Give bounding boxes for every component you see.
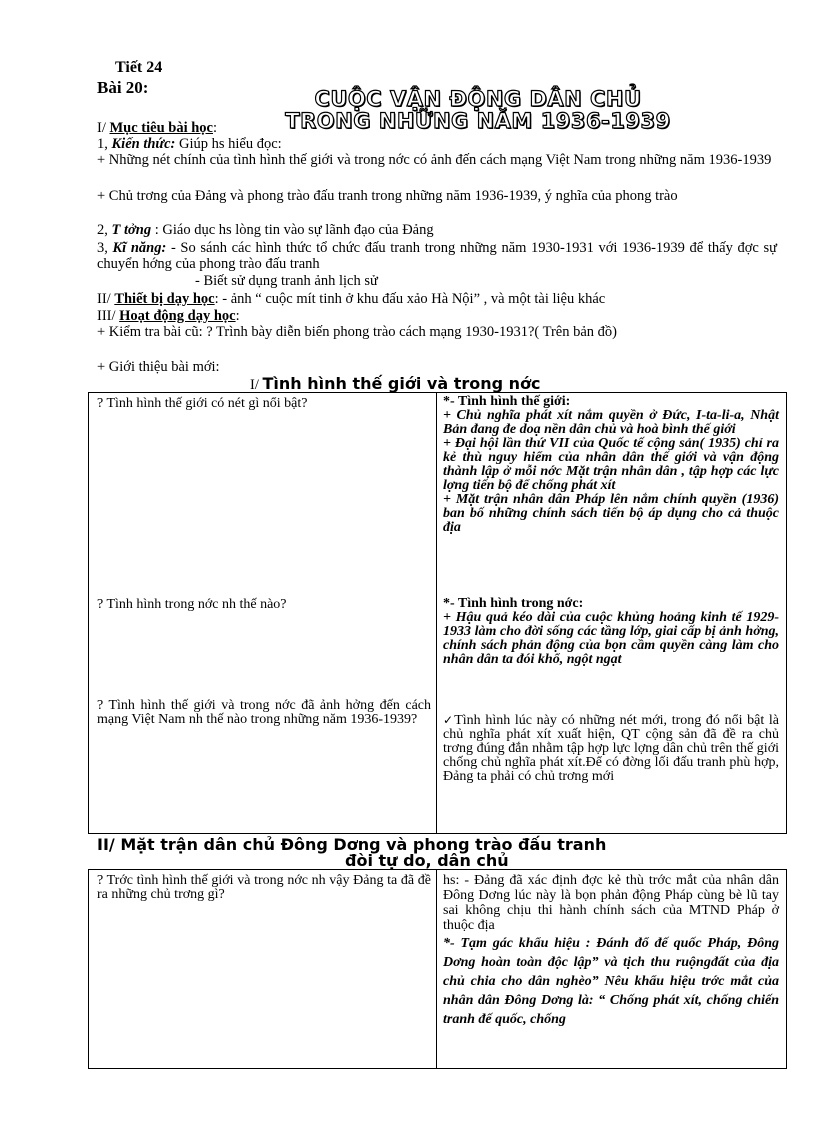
answers-cell-2 — [437, 870, 787, 1069]
activities-heading — [97, 308, 240, 324]
heading-prefix: I/ — [97, 120, 110, 136]
section2-title-line-2: đòi tự do, dân chủ — [345, 851, 509, 870]
section2-answer-block — [443, 873, 779, 1029]
answer-block-3 — [443, 713, 779, 784]
knowledge-item-1: + Những nét chính của tình hình thế giới và trong nớc có ảnh đến cách mạng Việt Nam trong những năm 1936-1939 — [97, 152, 772, 168]
skills-text: - So sánh các hình thức tổ chức đấu tranh trong những năm 1930-1931 với 1936-1939 để thấy đợc sự chuyển hớng của phong trào đấu tranh — [97, 240, 777, 272]
equipment-prefix: II/ — [97, 291, 115, 307]
activities-prefix: III/ — [97, 308, 120, 324]
title-line-1: CUỘC VẬN ĐỘNG DÂN CHỦ — [314, 87, 642, 111]
title-line-2: TRONG NHỮNG NĂM 1936-1939 — [285, 109, 671, 133]
answer-3-text: Tình hình lúc này có những nét mới, trong đó nổi bật là chủ nghĩa phát xít xuất hiện, QT cộng sản đã đề ra chủ trơng đúng đắn nhằm tập hợp lực lợng dân chủ trên thế giới chống chủ nghĩa phát xít.Để có đờng lối đấu tranh phù hợp, Đảng ta phải có chủ trơng mới — [443, 713, 779, 784]
section2-answer-2: *- Tạm gác khẩu hiệu : Đánh đổ đế quốc Pháp, Đông Dơng hoàn toàn độc lập” và tịch thu ruộngđất của địa chủ chia cho dân nghèo” Nêu khẩu hiệu trớc mắt của nhân dân Đông Dơng là: “ Chống phát xít, chống chiến tranh đế quốc, chống — [443, 936, 779, 1027]
answer-2-heading: *- Tình hình trong nớc: — [443, 596, 584, 611]
question-1: ? Tình hình thế giới có nét gì nổi bật? — [97, 396, 308, 411]
objectives-heading-label: Mục tiêu bài học — [109, 120, 213, 136]
section1-title: Tình hình thế giới và trong nớc — [262, 374, 541, 393]
answers-cell — [437, 393, 787, 834]
objectives-heading — [97, 120, 217, 136]
answer-1-para-3: + Mặt trận nhân dân Pháp lên nắm chính quyền (1936) ban bố những chính sách tiến bộ áp dụng cho cả thuộc địa — [443, 492, 779, 535]
equipment-text: : - ảnh “ cuộc mít tinh ở khu đấu xảo Hà Nội” , và một tài liệu khác — [214, 291, 606, 307]
answer-block-2 — [443, 597, 779, 667]
skills-line — [97, 240, 777, 272]
answer-1-para-1: + Chủ nghĩa phát xít nắm quyền ở Đức, I-ta-li-a, Nhật Bản đang đe doạ nền dân chủ và hoà bình thế giới — [443, 408, 779, 437]
new-lesson-intro: + Giới thiệu bài mới: — [97, 359, 220, 375]
activities-label: Hoạt động dạy học — [119, 308, 236, 324]
knowledge-text: Giúp hs hiểu đọc: — [175, 136, 282, 152]
section2-table — [88, 869, 787, 1069]
activities-suffix: : — [235, 308, 240, 324]
lesson-label: Bài 20: — [97, 78, 149, 97]
ideology-text: : Giáo dục hs lòng tin vào sự lãnh đạo của Đảng — [151, 222, 434, 238]
knowledge-label: Kiến thức: — [111, 136, 176, 152]
knowledge-line — [97, 136, 282, 152]
answer-2-para-1: + Hậu quả kéo dài của cuộc khủng hoảng kinh tế 1929-1933 làm cho đời sống các tầng lớp, giai cấp bị ảnh hởng, chính sách phản động của bọn cầm quyền càng làm cho nhân dân ta đói khổ, ngột ngạt — [443, 610, 779, 667]
knowledge-number: 1, — [97, 136, 112, 152]
questions-cell-2 — [89, 870, 437, 1069]
answer-block-1 — [443, 395, 779, 535]
skills-number: 3, — [97, 240, 113, 256]
review-question: + Kiểm tra bài cũ: ? Trình bày diễn biến phong trào cách mạng 1930-1931?( Trên bản đồ) — [97, 324, 618, 340]
answer-1-heading: *- Tình hình thế giới: — [443, 394, 571, 409]
section2-question-1: ? Trớc tình hình thế giới và trong nớc nh vậy Đảng ta đã đề ra những chủ trơng gì? — [97, 873, 431, 902]
knowledge-item-2: + Chủ trơng của Đảng và phong trào đấu tranh trong những năm 1936-1939, ý nghĩa của phong trào — [97, 188, 678, 204]
ideology-label: T tởng — [111, 222, 152, 238]
page-title — [258, 88, 698, 132]
equipment-line — [97, 291, 605, 307]
checkmark-icon: ✓ — [443, 713, 455, 727]
skills-item-2: - Biết sử dụng tranh ảnh lịch sử — [195, 273, 378, 289]
answer-1-para-2: + Đại hội lần thứ VII của Quốc tế cộng sản( 1935) chỉ ra kẻ thù nguy hiểm của nhân dân thế giới và vận động thành lập ở mỗi nớc Mặt trận nhân dân , tập hợp các lực lợng tiến bộ để chống phát xít — [443, 436, 779, 493]
equipment-label: Thiết bị dạy học — [114, 291, 215, 307]
question-2: ? Tình hình trong nớc nh thế nào? — [97, 597, 287, 612]
skills-label: Kĩ năng: — [112, 240, 167, 256]
table-row — [89, 870, 787, 1069]
section1-table — [88, 392, 787, 834]
table-row — [89, 393, 787, 834]
heading-suffix: : — [213, 120, 218, 136]
ideology-line — [97, 222, 434, 238]
section2-answer-1: hs: - Đảng đã xác định đợc kẻ thù trớc mắt của nhân dân Đông Dơng lúc này là bọn phản động Pháp cùng bè lũ tay sai không chịu thi hành chính sách của MTND Pháp ở thuộc địa — [443, 873, 779, 933]
lesson-number: Tiết 24 — [115, 59, 163, 76]
section2-title-line-1: II/ Mặt trận dân chủ Đông Dơng và phong trào đấu tranh — [97, 835, 607, 854]
ideology-number: 2, — [97, 222, 112, 238]
questions-cell — [89, 393, 437, 834]
section1-prefix: I/ — [250, 377, 263, 393]
question-3: ? Tình hình thế giới và trong nớc đã ảnh hởng đến cách mạng Việt Nam nh thế nào trong những năm 1936-1939? — [97, 698, 431, 727]
